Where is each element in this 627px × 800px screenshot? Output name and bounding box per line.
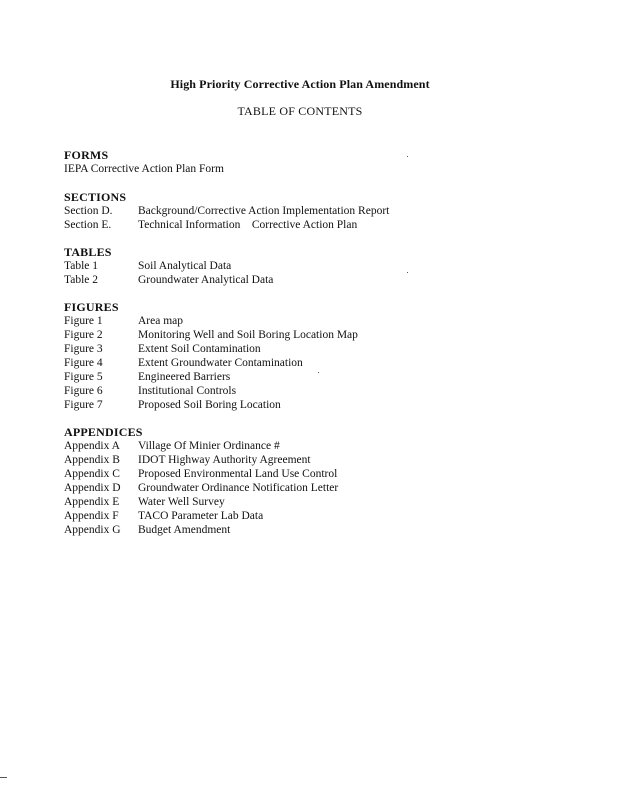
toc-description: Soil Analytical Data xyxy=(138,260,232,272)
toc-description: Area map xyxy=(138,315,184,327)
table-of-contents-heading: TABLE OF CONTENTS xyxy=(237,104,363,118)
toc-label: Appendix G xyxy=(64,524,121,536)
toc-row xyxy=(64,314,484,328)
toc-row xyxy=(64,259,484,273)
toc-label: Table 1 xyxy=(64,260,99,272)
toc-label: Appendix F xyxy=(64,510,119,522)
toc-label: Appendix E xyxy=(64,496,120,508)
sections-section xyxy=(64,190,484,232)
forms-section xyxy=(64,148,484,176)
toc-description: Budget Amendment xyxy=(138,524,231,536)
toc-row xyxy=(64,356,484,370)
toc-row xyxy=(64,384,484,398)
toc-description: Monitoring Well and Soil Boring Location Map xyxy=(138,329,358,341)
toc-description: Water Well Survey xyxy=(138,496,225,508)
toc-description: Background/Corrective Action Implementation Report xyxy=(138,205,390,217)
toc-row xyxy=(64,273,484,287)
toc-row xyxy=(64,218,484,232)
scan-speck xyxy=(407,272,408,273)
scan-speck xyxy=(318,372,319,373)
appendices-section xyxy=(64,425,484,537)
toc-label: Table 2 xyxy=(64,274,99,286)
toc-row xyxy=(64,370,484,384)
toc-description: Institutional Controls xyxy=(138,385,237,397)
toc-description: Proposed Environmental Land Use Control xyxy=(138,468,338,480)
toc-row xyxy=(64,439,484,453)
tables-heading: TABLES xyxy=(64,245,112,259)
toc-description: Extent Soil Contamination xyxy=(138,343,261,355)
forms-item: IEPA Corrective Action Plan Form xyxy=(64,163,224,175)
toc-description: Technical Information Corrective Action Plan xyxy=(138,219,358,231)
tables-section xyxy=(64,245,484,287)
toc-row xyxy=(64,481,484,495)
toc-label: Figure 1 xyxy=(64,315,103,327)
toc-label: Appendix A xyxy=(64,440,120,452)
toc-row xyxy=(64,204,484,218)
toc-row xyxy=(64,467,484,481)
toc-label: Section E. xyxy=(64,219,112,231)
toc-label: Appendix D xyxy=(64,482,121,494)
toc-row xyxy=(64,453,484,467)
toc-description: Engineered Barriers xyxy=(138,371,231,383)
toc-row xyxy=(64,342,484,356)
toc-label: Appendix B xyxy=(64,454,120,466)
toc-row xyxy=(64,509,484,523)
toc-description: Groundwater Analytical Data xyxy=(138,274,274,286)
sections-heading: SECTIONS xyxy=(64,190,127,204)
toc-label: Figure 3 xyxy=(64,343,103,355)
toc-description: Extent Groundwater Contamination xyxy=(138,357,303,369)
appendices-heading: APPENDICES xyxy=(64,425,143,439)
toc-label: Appendix C xyxy=(64,468,120,480)
toc-label: Figure 4 xyxy=(64,357,103,369)
toc-description: Village Of Minier Ordinance # xyxy=(138,440,280,452)
toc-description: TACO Parameter Lab Data xyxy=(138,510,264,522)
toc-row xyxy=(64,495,484,509)
figures-section xyxy=(64,300,484,412)
toc-label: Section D. xyxy=(64,205,113,217)
scan-speck xyxy=(407,156,408,157)
toc-label: Figure 6 xyxy=(64,385,103,397)
toc-label: Figure 7 xyxy=(64,399,103,411)
figures-heading: FIGURES xyxy=(64,300,119,314)
toc-description: Proposed Soil Boring Location xyxy=(138,399,281,411)
forms-heading: FORMS xyxy=(64,148,109,162)
document-title: High Priority Corrective Action Plan Amendment xyxy=(170,77,430,91)
toc-description: Groundwater Ordinance Notification Letter xyxy=(138,482,339,494)
toc-description: IDOT Highway Authority Agreement xyxy=(138,454,311,466)
toc-row xyxy=(64,523,484,537)
toc-label: Figure 2 xyxy=(64,329,103,341)
toc-row xyxy=(64,328,484,342)
toc-row xyxy=(64,398,484,412)
scan-speck xyxy=(0,777,7,778)
toc-label: Figure 5 xyxy=(64,371,103,383)
